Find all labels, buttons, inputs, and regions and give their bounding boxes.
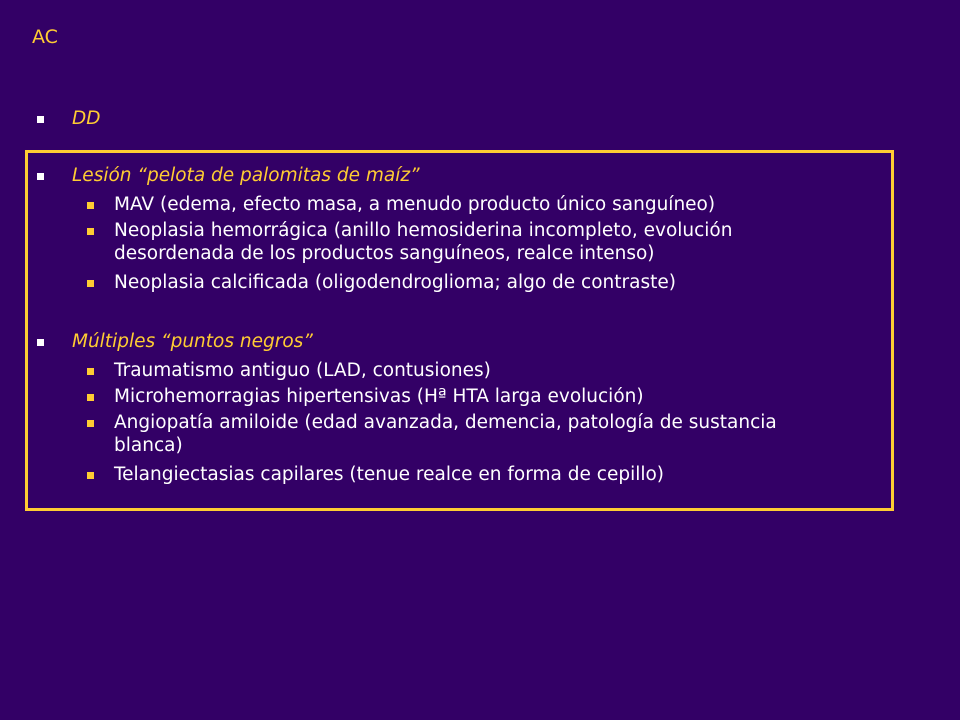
section1-title: Lesión “pelota de palomitas de maíz” <box>72 165 420 186</box>
sub-bullet-square-icon <box>87 368 94 375</box>
bullet-square-icon <box>37 173 44 180</box>
bullet-square-icon <box>37 339 44 346</box>
heading-dd: DD <box>72 108 101 129</box>
sub-bullet-square-icon <box>87 202 94 209</box>
section2-item: Angiopatía amiloide (edad avanzada, demencia, patología de sustancia <box>114 412 777 433</box>
section2-item-continuation: blanca) <box>114 435 183 456</box>
section2-item: Microhemorragias hipertensivas (Hª HTA larga evolución) <box>114 386 644 407</box>
section1-item: MAV (edema, efecto masa, a menudo producto único sanguíneo) <box>114 194 716 215</box>
corner-label: AC <box>32 26 58 48</box>
section2-item: Telangiectasias capilares (tenue realce en forma de cepillo) <box>114 464 665 485</box>
section2-item: Traumatismo antiguo (LAD, contusiones) <box>114 360 491 381</box>
sub-bullet-square-icon <box>87 472 94 479</box>
section1-item-continuation: desordenada de los productos sanguíneos, realce intenso) <box>114 243 655 264</box>
sub-bullet-square-icon <box>87 280 94 287</box>
section1-item: Neoplasia hemorrágica (anillo hemosiderina incompleto, evolución <box>114 220 733 241</box>
section2-title: Múltiples “puntos negros” <box>72 331 313 352</box>
sub-bullet-square-icon <box>87 228 94 235</box>
bullet-square-icon <box>37 116 44 123</box>
section1-item: Neoplasia calcificada (oligodendroglioma; algo de contraste) <box>114 272 676 293</box>
sub-bullet-square-icon <box>87 420 94 427</box>
sub-bullet-square-icon <box>87 394 94 401</box>
